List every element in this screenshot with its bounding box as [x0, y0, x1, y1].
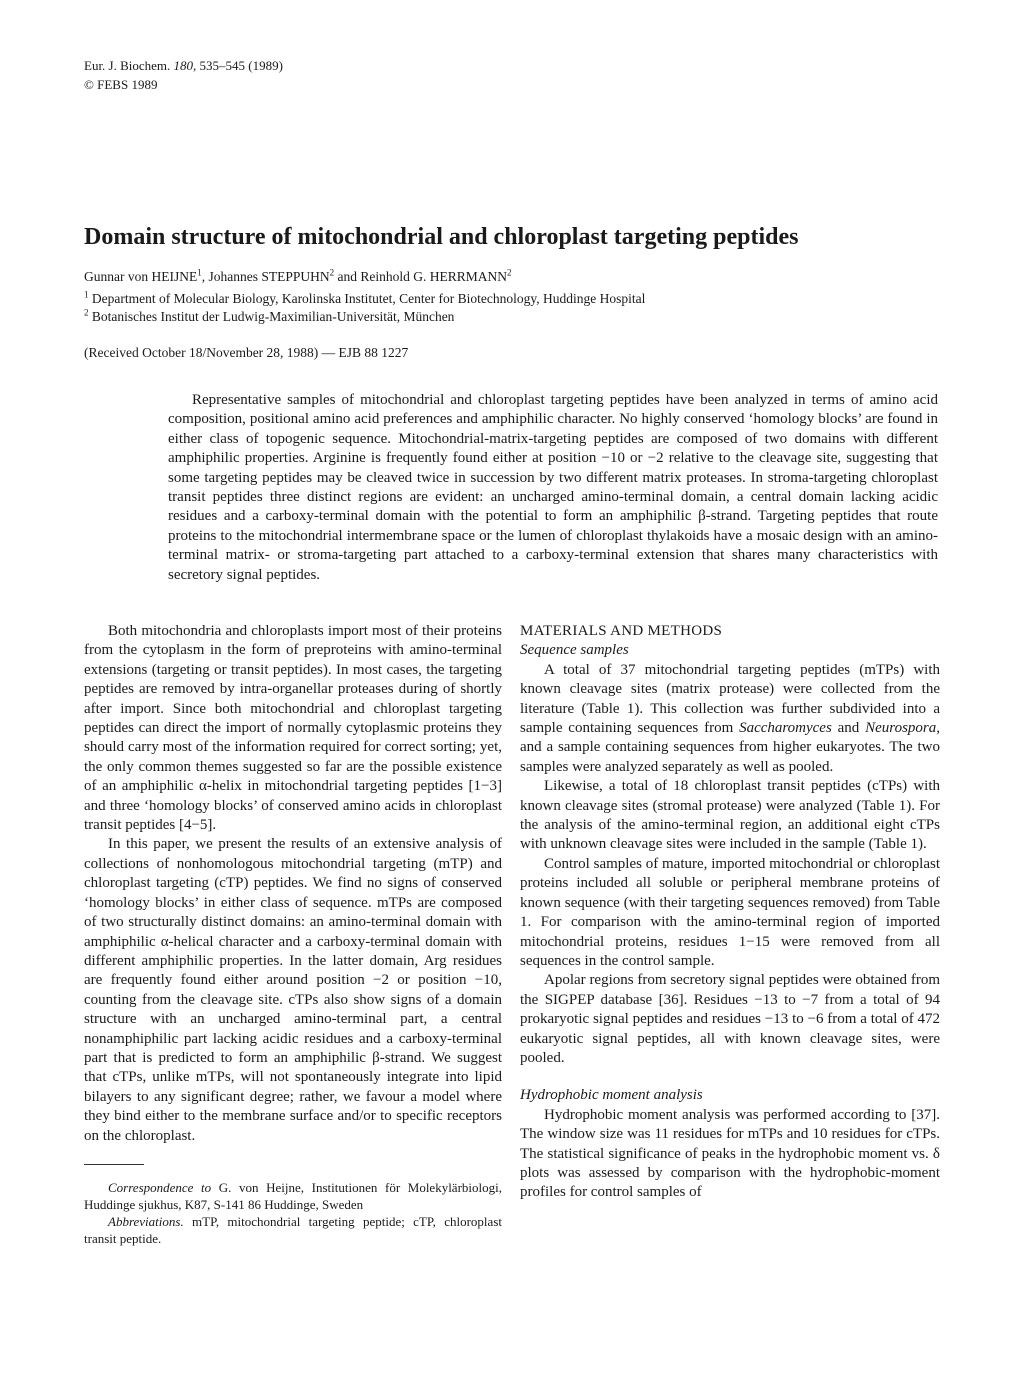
author-2-affil: 2: [329, 267, 335, 278]
author-and: and: [334, 269, 361, 284]
journal-pages: , 535–545 (1989): [193, 58, 283, 73]
journal-name: Eur. J. Biochem.: [84, 58, 171, 73]
methods-paragraph-3: Control samples of mature, imported mitochondrial or chloroplast proteins included all soluble or peripheral membrane proteins of known sequence (with their targeting sequences removed) from Table 1. For comparison with the amino-terminal region of imported mitochondrial proteins, residues 1−15 were removed from all sequences in the control sample.: [520, 855, 940, 969]
abbreviations-text: mTP, mitochondrial targeting peptide; cTP, chloroplast transit peptide.: [84, 1213, 502, 1246]
journal-copyright: © FEBS 1989: [84, 77, 158, 92]
abstract: Representative samples of mitochondrial and chloroplast targeting peptides have been analyzed in terms of amino acid composition, positional amino acid preferences and amphiphilic character. No highly conserved ‘homology blocks’ are found in either class of topogenic sequence. Mitochondrial-matrix-targeting peptides are composed of two domains with different amphiphilic properties. Arginine is frequently found either at position −10 or −2 relative to the cleavage site, suggesting that some targeting peptides may be cleaved twice in succession by two different matrix proteases. In stroma-targeting chloroplast transit peptides three distinct regions are evident: an uncharged amino-terminal domain, a central domain lacking acidic residues and a carboxy-terminal domain with the potential to form an amphiphilic β-strand. Targeting peptides that route proteins to the mitochondrial intermembrane space or the lumen of chloroplast thylakoids have a mosaic design with an amino-terminal matrix- or stroma-targeting part attached to a carboxy-terminal extension that shares many characteristics with secretory signal peptides.: [168, 392, 938, 583]
author-list: [84, 268, 512, 286]
author-3-affil: 2: [507, 267, 512, 278]
footnote-rule: [84, 1164, 144, 1165]
author-1: Gunnar von HEIJNE: [84, 269, 198, 284]
affiliation-1: [84, 290, 645, 308]
methods-paragraph-2: Likewise, a total of 18 chloroplast transit peptides (cTPs) with known cleavage sites (stromal protease) were analyzed (Table 1). For the analysis of the amino-terminal region, an additional eight cTPs with unknown cleavage sites were included in the sample (Table 1).: [520, 778, 940, 853]
journal-header: [84, 56, 283, 94]
correspondence-footnote: [84, 1179, 502, 1213]
intro-paragraph-2: In this paper, we present the results of an extensive analysis of collections of nonhomologous mitochondrial targeting (mTP) and chloroplast targeting (cTP) peptides. We find no signs of conserved ‘homology blocks’ in either class of sequence. mTPs are composed of two structurally distinct domains: an amino-terminal domain with amphiphilic α-helical character and a carboxy-terminal domain with different amphiphilic properties. In the latter domain, Arg residues are frequently found either around position −2 or position −10, counting from the cleavage site. cTPs also show signs of a domain structure with an uncharged amino-terminal part, a central nonamphiphilic part lacking acidic residues and a carboxy-terminal part that is predicted to form an amphiphilic β-strand. We suggest that cTPs, unlike mTPs, will not spontaneously integrate into lipid bilayers to any significant degree; rather, we favour a model where they bind either to the membrane surface and/or to specific receptors on the chloroplast.: [84, 836, 502, 1144]
intro-paragraph-1: Both mitochondria and chloroplasts import most of their proteins from the cytoplasm in the form of preproteins with amino-terminal extensions (targeting or transit peptides). In most cases, the targeting peptides are removed by intra-organellar proteases during of shortly after import. Since both mitochondrial and chloroplast targeting peptides can direct the import of normally cytoplasmic proteins they should carry most of the information required for correct sorting; yet, the only common themes suggested so far are the possible existence of an amphiphilic α-helix in mitochondrial targeting peptides [1−3] and three ‘homology blocks’ of conserved amino acids in chloroplast transit peptides [4−5].: [84, 623, 502, 834]
left-column: [84, 622, 502, 1247]
author-3: Reinhold G. HERRMANN: [360, 269, 508, 284]
journal-citation: [84, 56, 283, 75]
affiliations: [84, 290, 645, 326]
methods-paragraph-1: [520, 661, 940, 777]
abbreviations-footnote: [84, 1213, 502, 1247]
author-2: Johannes STEPPUHN: [208, 269, 330, 284]
article-title: Domain structure of mitochondrial and chloroplast targeting peptides: [84, 224, 799, 250]
affiliation-1-num: 1: [84, 289, 89, 300]
methods-p1-text-a: A total of 37 mitochondrial targeting peptides (mTPs) with known cleavage sites (matrix protease) were collected from the literature (Table 1). This collection was further subdivided into a sample containing sequences from: [520, 661, 940, 737]
affiliation-2-num: 2: [84, 307, 89, 318]
subsection-heading-hydrophobic-moment: Hydrophobic moment analysis: [520, 1087, 703, 1104]
author-separator: ,: [201, 269, 209, 284]
abbreviations-label: Abbreviations.: [108, 1213, 184, 1229]
journal-volume: 180: [173, 58, 194, 73]
correspondence-label: Correspondence to: [108, 1179, 212, 1195]
received-line: (Received October 18/November 28, 1988) — EJB 88 1227: [84, 345, 409, 360]
affiliation-2-text: Botanisches Institut der Ludwig-Maximilian-Universität, München: [91, 309, 455, 324]
correspondence-text: G. von Heijne, Institutionen för Molekylärbiologi, Huddinge sjukhus, K87, S-141 86 Huddinge, Sweden: [84, 1179, 502, 1212]
species-saccharomyces: Saccharomyces: [739, 720, 832, 737]
author-1-affil: 1: [197, 267, 202, 278]
methods-p1-text-c: , and a sample containing sequences from higher eukaryotes. The two samples were analyzed separately as well as pooled.: [520, 720, 940, 775]
subsection-heading-sequence-samples: Sequence samples: [520, 642, 629, 659]
methods-paragraph-5: Hydrophobic moment analysis was performed according to [37]. The window size was 11 residues for mTPs and 10 residues for cTPs. The statistical significance of peaks in the hydrophobic moment vs. δ plots was assessed by comparison with the hydrophobic-moment profiles for control samples of: [520, 1106, 940, 1201]
species-neurospora: Neurospora: [865, 720, 937, 737]
section-heading: MATERIALS AND METHODS: [520, 623, 723, 639]
footnotes: [84, 1179, 502, 1247]
methods-p1-text-b: and: [831, 720, 866, 737]
right-column: [520, 622, 940, 1203]
affiliation-1-text: Department of Molecular Biology, Karolinska Institutet, Center for Biotechnology, Huddinge Hospital: [91, 291, 646, 306]
methods-paragraph-4: Apolar regions from secretory signal peptides were obtained from the SIGPEP database [36]. Residues −13 to −7 from a total of 94 prokaryotic signal peptides and residues −13 to −6 from a total of 472 eukaryotic signal peptides, all with known cleavage sites, were pooled.: [520, 972, 940, 1066]
affiliation-2: [84, 308, 645, 326]
